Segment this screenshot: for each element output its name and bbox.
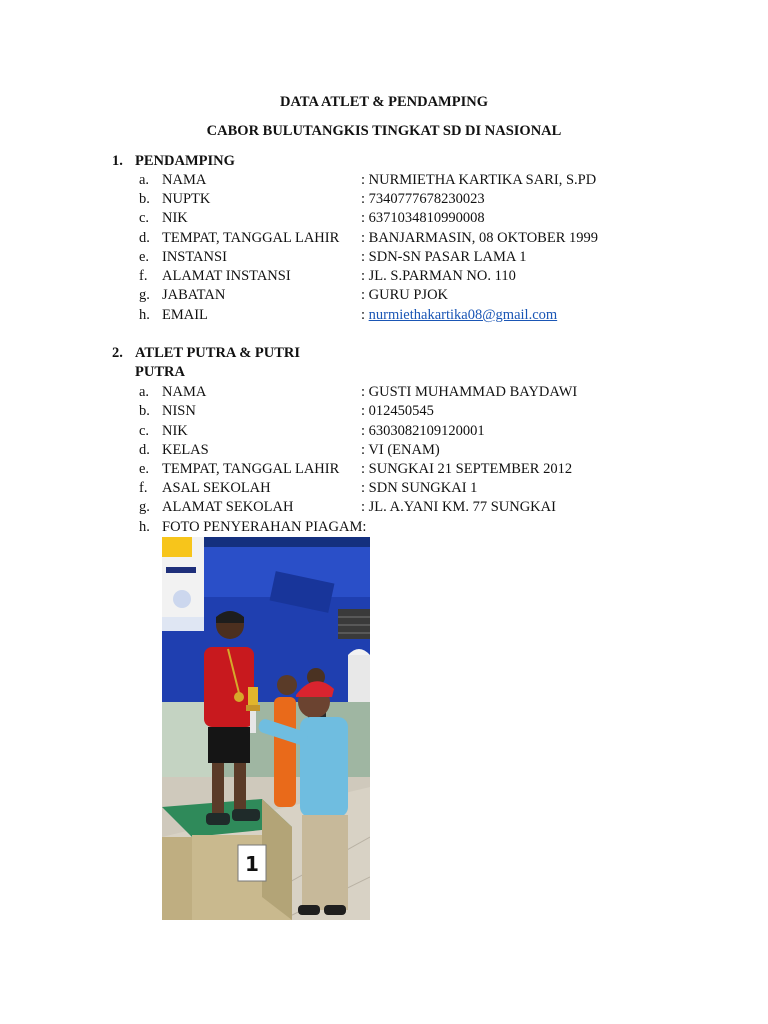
row-label: ALAMAT SEKOLAH xyxy=(162,499,294,515)
row-letter: h. xyxy=(139,307,150,323)
row-value: : GURU PJOK xyxy=(361,287,449,303)
row-letter: c. xyxy=(139,423,150,439)
row-value xyxy=(361,306,557,325)
award-photo xyxy=(162,537,370,920)
row-letter: g. xyxy=(139,287,150,303)
row-value: : BANJARMASIN, 08 OKTOBER 1999 xyxy=(361,230,598,246)
row-value: : 012450545 xyxy=(361,403,434,419)
row-label: JABATAN xyxy=(162,287,226,303)
row-label: ALAMAT INSTANSI xyxy=(162,268,291,284)
row-letter: b. xyxy=(139,403,150,419)
email-link[interactable]: nurmiethakartika08@gmail.com xyxy=(368,307,558,323)
row-letter: a. xyxy=(139,384,150,400)
row-label: INSTANSI xyxy=(162,249,227,265)
row-value: : SDN SUNGKAI 1 xyxy=(361,480,478,496)
row-value: : 6371034810990008 xyxy=(361,210,485,226)
row-value: : GUSTI MUHAMMAD BAYDAWI xyxy=(361,384,578,400)
row-letter: e. xyxy=(139,249,150,265)
row-letter: e. xyxy=(139,461,150,477)
row-value: : 6303082109120001 xyxy=(361,423,485,439)
row-letter: b. xyxy=(139,191,150,207)
section-2-subheading: PUTRA xyxy=(135,364,185,380)
row-value: : JL. A.YANI KM. 77 SUNGKAI xyxy=(361,499,556,515)
row-label: TEMPAT, TANGGAL LAHIR xyxy=(162,230,340,246)
document-subtitle: CABOR BULUTANGKIS TINGKAT SD DI NASIONAL xyxy=(206,123,562,139)
section-number: 1. xyxy=(112,153,123,169)
row-label: NISN xyxy=(162,403,196,419)
podium-number: 1 xyxy=(245,852,259,876)
section-2-heading xyxy=(112,345,300,362)
row-value: : VI (ENAM) xyxy=(361,442,440,458)
email-prefix: : xyxy=(361,307,369,323)
row-label: FOTO PENYERAHAN PIAGAM: xyxy=(162,519,367,535)
row-letter: f. xyxy=(139,480,148,496)
row-letter: g. xyxy=(139,499,150,515)
row-label: ASAL SEKOLAH xyxy=(162,480,271,496)
row-value: : SDN-SN PASAR LAMA 1 xyxy=(361,249,527,265)
row-letter: d. xyxy=(139,442,150,458)
row-label: NAMA xyxy=(162,384,207,400)
row-label: NIK xyxy=(162,210,188,226)
document-title: DATA ATLET & PENDAMPING xyxy=(280,94,488,110)
row-value: : NURMIETHA KARTIKA SARI, S.PD xyxy=(361,172,597,188)
row-letter: a. xyxy=(139,172,150,188)
row-letter: c. xyxy=(139,210,150,226)
section-1-heading xyxy=(112,153,235,170)
row-letter: d. xyxy=(139,230,150,246)
row-value: : 7340777678230023 xyxy=(361,191,485,207)
row-label: KELAS xyxy=(162,442,209,458)
row-label: EMAIL xyxy=(162,307,208,323)
row-label: NIK xyxy=(162,423,188,439)
section-title: PENDAMPING xyxy=(135,153,235,169)
section-title: ATLET PUTRA & PUTRI xyxy=(135,345,301,361)
row-label: TEMPAT, TANGGAL LAHIR xyxy=(162,461,340,477)
row-value: : SUNGKAI 21 SEPTEMBER 2012 xyxy=(361,461,573,477)
row-value: : JL. S.PARMAN NO. 110 xyxy=(361,268,516,284)
row-letter: h. xyxy=(139,519,150,535)
row-label: NAMA xyxy=(162,172,207,188)
row-label: NUPTK xyxy=(162,191,211,207)
section-number: 2. xyxy=(112,345,123,361)
row-letter: f. xyxy=(139,268,148,284)
